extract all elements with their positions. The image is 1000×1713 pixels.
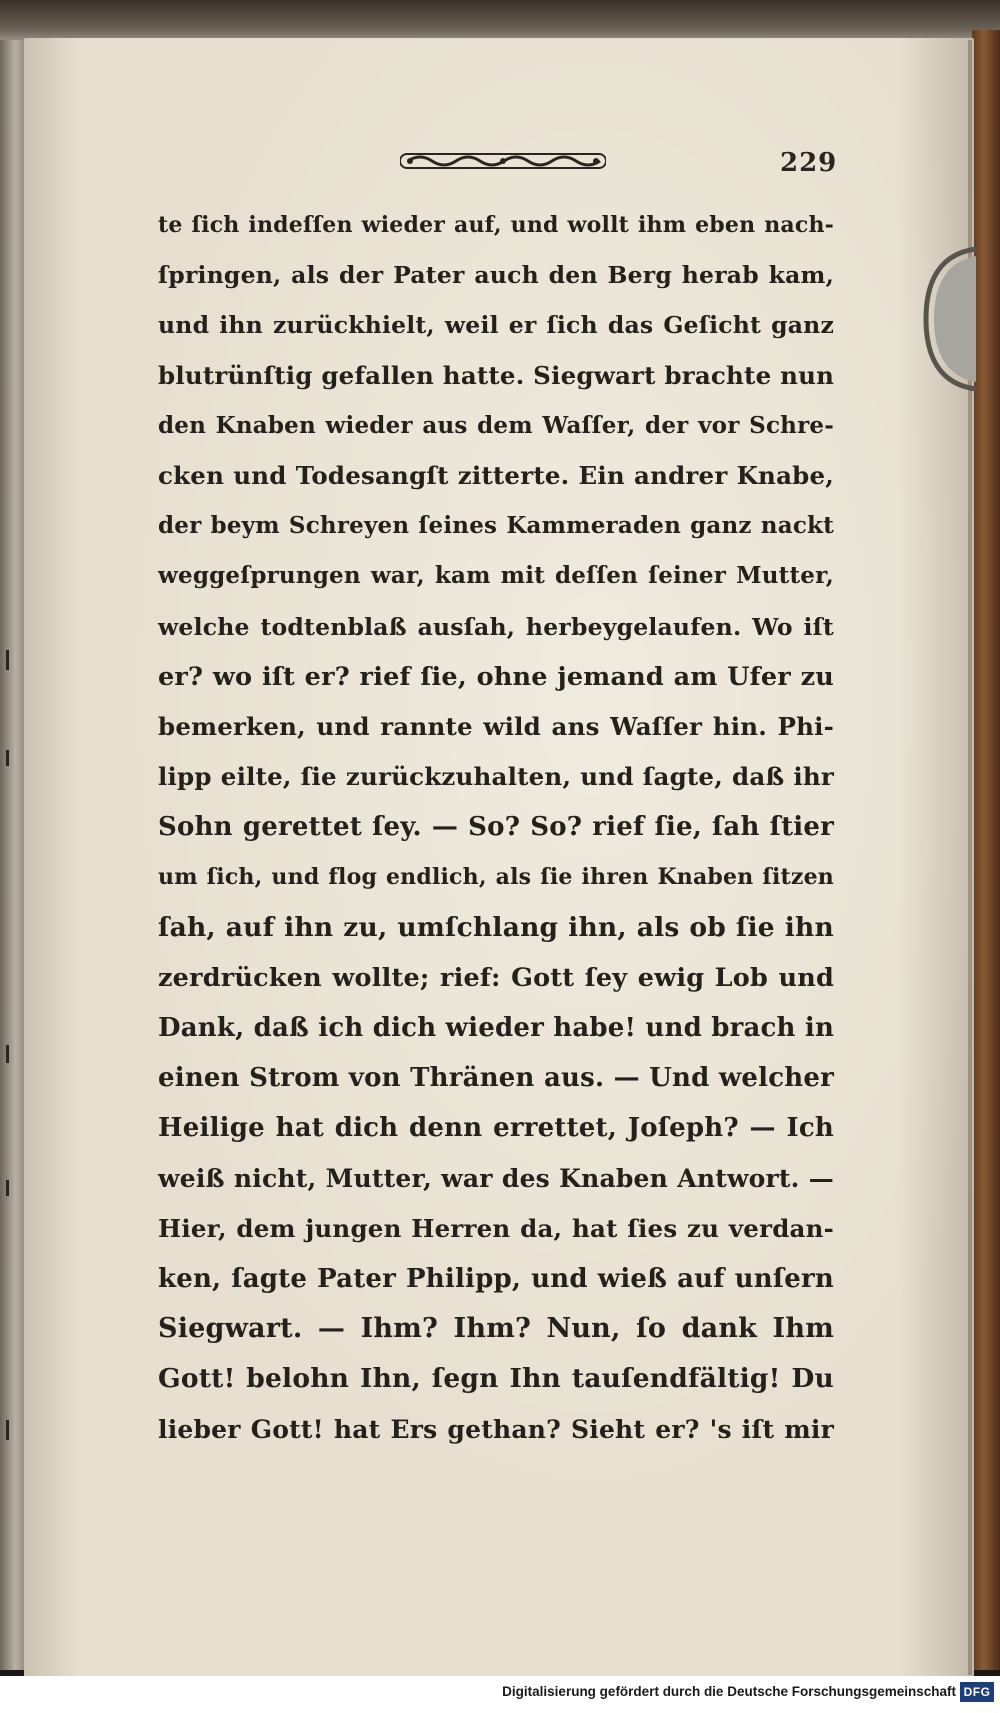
text-line: zerdrücken wollte; rief: Gott ſey ewig Lob und bbox=[158, 962, 834, 993]
text-line: Hier, dem jungen Herren da, hat ſies zu verdan- bbox=[158, 1213, 834, 1243]
edge-mark bbox=[6, 1180, 9, 1196]
text-line: Gott! belohn Ihn, ſegn Ihn tauſendfältig! Du bbox=[158, 1363, 834, 1395]
text-line: weggeſprungen war, kam mit deſſen ſeiner Mutter, bbox=[158, 562, 834, 590]
text-line: um ſich, und flog endlich, als ſie ihren Knaben ſitzen bbox=[158, 864, 834, 891]
text-line: er? wo iſt er? rief ſie, ohne jemand am Ufer zu bbox=[158, 661, 834, 692]
body-text bbox=[158, 200, 834, 1455]
text-line: und ihn zurückhielt, weil er ſich das Geſicht ganz bbox=[158, 311, 834, 340]
text-line: Heilige hat dich denn errettet, Joſeph? — Ich bbox=[158, 1113, 834, 1144]
book-top-edge bbox=[0, 0, 1000, 42]
text-line: den Knaben wieder aus dem Waſſer, der vor Schre- bbox=[158, 411, 834, 439]
text-line: te ſich indeſſen wieder auf, und wollt ihm eben nach- bbox=[158, 212, 834, 238]
text-line: Sohn gerettet ſey. — So? So? rief ſie, ſah ſtier bbox=[158, 812, 834, 843]
footer-banner bbox=[0, 1676, 1000, 1713]
text-line: einen Strom von Thränen aus. — Und welcher bbox=[158, 1063, 834, 1094]
funding-credit: Digitalisierung gefördert durch die Deutsche Forschungsgemeinschaft bbox=[502, 1684, 956, 1699]
text-line: lipp eilte, ſie zurückzuhalten, und ſagte, daß ihr bbox=[158, 762, 834, 792]
text-line: cken und Todesangſt zitterte. Ein andrer Knabe, bbox=[158, 460, 834, 490]
edge-mark bbox=[6, 1045, 9, 1063]
text-line: ken, ſagte Pater Philipp, und wieß auf unſern bbox=[158, 1263, 834, 1294]
edge-mark bbox=[6, 1420, 9, 1440]
text-line: welche todtenblaß ausſah, herbeygelaufen. Wo iſt bbox=[158, 612, 834, 641]
edge-mark bbox=[6, 750, 9, 766]
header-ornament bbox=[400, 150, 606, 172]
text-line: bemerken, und rannte wild ans Waſſer hin. Phi- bbox=[158, 711, 834, 741]
text-line: lieber Gott! hat Ers gethan? Sieht er? 's iſt mir bbox=[158, 1414, 834, 1444]
text-line: ſpringen, als der Pater auch den Berg herab kam, bbox=[158, 261, 834, 290]
text-line: der beym Schreyen ſeines Kammeraden ganz nackt bbox=[158, 512, 834, 540]
text-line: weiß nicht, Mutter, war des Knaben Antwort. — bbox=[158, 1163, 834, 1193]
previous-page-edge bbox=[0, 40, 26, 1670]
dfg-logo: DFG bbox=[960, 1682, 994, 1702]
text-line: Siegwart. — Ihm? Ihm? Nun, ſo dank Ihm bbox=[158, 1313, 834, 1345]
page-clip-icon bbox=[918, 244, 978, 394]
text-line: Dank, daß ich dich wieder habe! und brach in bbox=[158, 1013, 835, 1043]
edge-mark bbox=[6, 650, 9, 670]
page-number: 229 bbox=[780, 148, 838, 178]
text-line: ſah, auf ihn zu, umſchlang ihn, als ob ſie ihn bbox=[158, 911, 834, 943]
text-line: blutrünſtig gefallen hatte. Siegwart brachte nun bbox=[158, 360, 835, 390]
